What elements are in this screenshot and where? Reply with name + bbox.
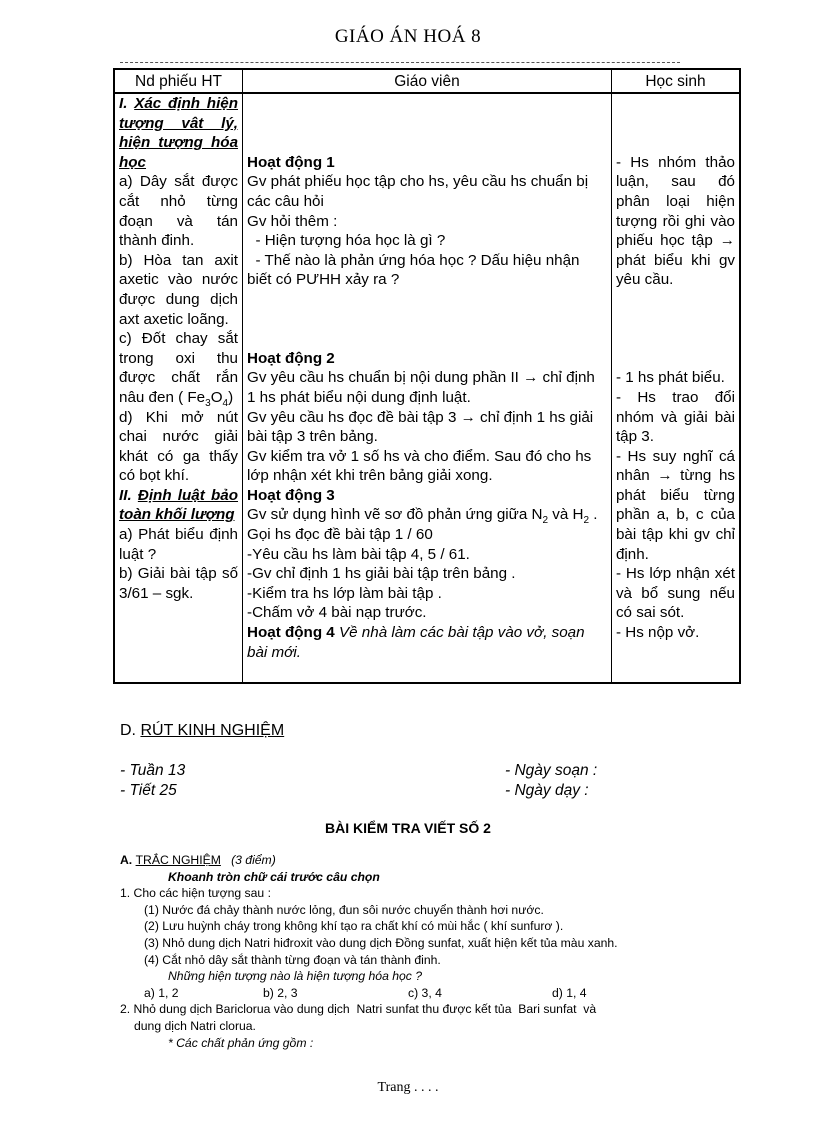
question-2-cont: dung dịch Natri clorua. [134,1018,256,1033]
activity2-line: Gv yêu cầu hs đọc đề bài tập 3 → chỉ định 1 hs giải bài tập 3 trên bảng. [247,408,594,446]
question-1-item: (2) Lưu huỳnh cháy trong không khí tạo ra chất khí có mùi hắc ( khí sunfurơ ). [144,919,564,934]
question-2: 2. Nhỏ dung dịch Bariclorua vào dung dịch Natri sunfat thu được kết tủa Bari sunfat và [120,1002,597,1017]
test-title: BÀI KIỂM TRA VIẾT SỐ 2 [325,820,491,836]
lesson-table [113,68,741,684]
activity3-line: Gv sử dụng hình vẽ sơ đồ phản ứng giữa $N_2$ và $H_2$ . [247,506,598,527]
content-column [114,93,243,683]
option-d: d) 1, 4 [552,985,587,1000]
content-item-d: d) Khi mở nút chai nước giải khát có ga thấy có bọt khí. [119,408,239,485]
content-item-2b: b) Giải bài tập số 3/61 – sgk. [119,565,239,602]
quiz-instruction: Khoanh tròn chữ cái trước câu chọn [168,869,380,884]
page-footer: Trang . . . . [377,1080,439,1095]
question-1-item: (1) Nước đá chảy thành nước lỏng, đun sôi nước chuyển thành hơi nước. [144,902,544,917]
quiz-section [120,852,720,1051]
activity1-line: Gv hỏi thêm : [247,212,338,230]
activity3-line: -Chấm vở 4 bài nạp trước. [247,604,427,622]
header-divider [120,62,680,63]
content-item-a: a) Dây sắt được cắt nhỏ từng đoạn và tán thành đinh. [119,173,239,250]
student-item: - Hs nộp vở. [615,624,700,642]
column-header-student: Học sinh [611,69,740,93]
activity1-line: - Thế nào là phản ứng hóa học ? Dấu hiệu nhận biết có PƯHH xảy ra ? [247,251,584,289]
question-1: 1. Cho các hiện tượng sau : [120,886,271,901]
student-item: - Hs trao đổi nhóm và giải bài tập 3. [615,388,735,446]
activity4-title: Hoạt động 4 [247,624,335,642]
content-item-2a: a) Phát biểu định luật ? [119,526,239,563]
quiz-section-heading: A. TRẮC NGHIỆM (3 điểm) [120,853,276,867]
teach-date-label: - Ngày dạy : [505,782,589,799]
prep-date-label: - Ngày soạn : [505,762,598,779]
page-title: GIÁO ÁN HOÁ 8 [334,26,482,47]
activity2-line: Gv kiểm tra vở 1 số hs và cho điểm. Sau đó cho hs lớp nhận xét khi trên bảng giải xong. [247,447,592,485]
activity3-line: -Kiểm tra hs lớp làm bài tập . [247,584,442,602]
activity1-line: - Hiện tượng hóa học là gì ? [247,232,446,250]
column-header-content: Nd phiếu HT [114,69,243,93]
period-label: - Tiết 25 [120,782,177,799]
teacher-column [243,93,612,683]
rut-kinh-nghiem-heading: D. RÚT KINH NGHIỆM [120,722,285,739]
section2-title: II. Định luật bảo toàn khối lượng [119,486,239,524]
question-1-prompt: Những hiện tượng nào là hiện tượng hóa học ? [168,969,423,984]
option-a: a) 1, 2 [144,985,179,1000]
question-1-options [120,985,720,1002]
activity3-line: -Gv chỉ định 1 hs giải bài tập trên bảng . [247,565,516,583]
activity3-title: Hoạt động 3 [247,486,335,504]
question-1-item: (4) Cắt nhỏ dây sắt thành từng đoạn và tán thành đinh. [144,952,441,967]
content-item-c: c) Đốt chay sắt trong oxi thu được chất rắn nâu đen ( $Fe_3O_4$) [119,330,239,409]
student-item: - 1 hs phát biểu. [615,369,725,387]
activity3-line: Gọi hs đọc đề bài tập 1 / 60 [247,526,433,544]
student-item: - Hs suy nghĩ cá nhân → từng hs phát biểu từng phần a, b, c của bài tập khi gv chỉ định. [615,447,735,563]
content-item-b: b) Hòa tan axit axetic vào nước được dung dịch axt axetic loãng. [119,251,239,328]
student-item: - Hs nhóm thảo luận, sau đó phân loại hiện tượng rồi ghi vào phiếu học tập → phát biểu khi gv yêu cầu. [615,153,735,289]
activity3-line: -Yêu cầu hs làm bài tập 4, 5 / 61. [247,545,470,563]
question-2-note: * Các chất phản ứng gồm : [168,1035,314,1050]
week-label: - Tuần 13 [120,762,186,779]
option-b: b) 2, 3 [263,985,298,1000]
activity1-line: Gv phát phiếu học tập cho hs, yêu cầu hs chuẩn bị các câu hỏi [247,173,589,210]
question-1-item: (3) Nhỏ dung dịch Natri hiđroxit vào dung dịch Đồng sunfat, xuất hiện kết tủa màu xanh. [144,935,618,950]
activity2-title: Hoạt động 2 [247,349,335,367]
student-item: - Hs lớp nhận xét và bổ sung nếu có sai sót. [615,565,735,622]
option-c: c) 3, 4 [408,985,442,1000]
activity4 [247,623,607,662]
column-header-teacher: Giáo viên [243,69,612,93]
activity2-line: Gv yêu cầu hs chuẩn bị nội dung phần II → chỉ định 1 hs phát biểu nội dung định luật. [247,369,595,406]
activity1-title: Hoạt động 1 [247,153,335,171]
student-column [611,93,740,683]
activity4-text: Về nhà làm các bài tập vào vở, soạn bài mới. [247,624,585,661]
section1-title: I. Xác định hiện tượng vât lý, hiện tượng hóa học [119,95,239,171]
